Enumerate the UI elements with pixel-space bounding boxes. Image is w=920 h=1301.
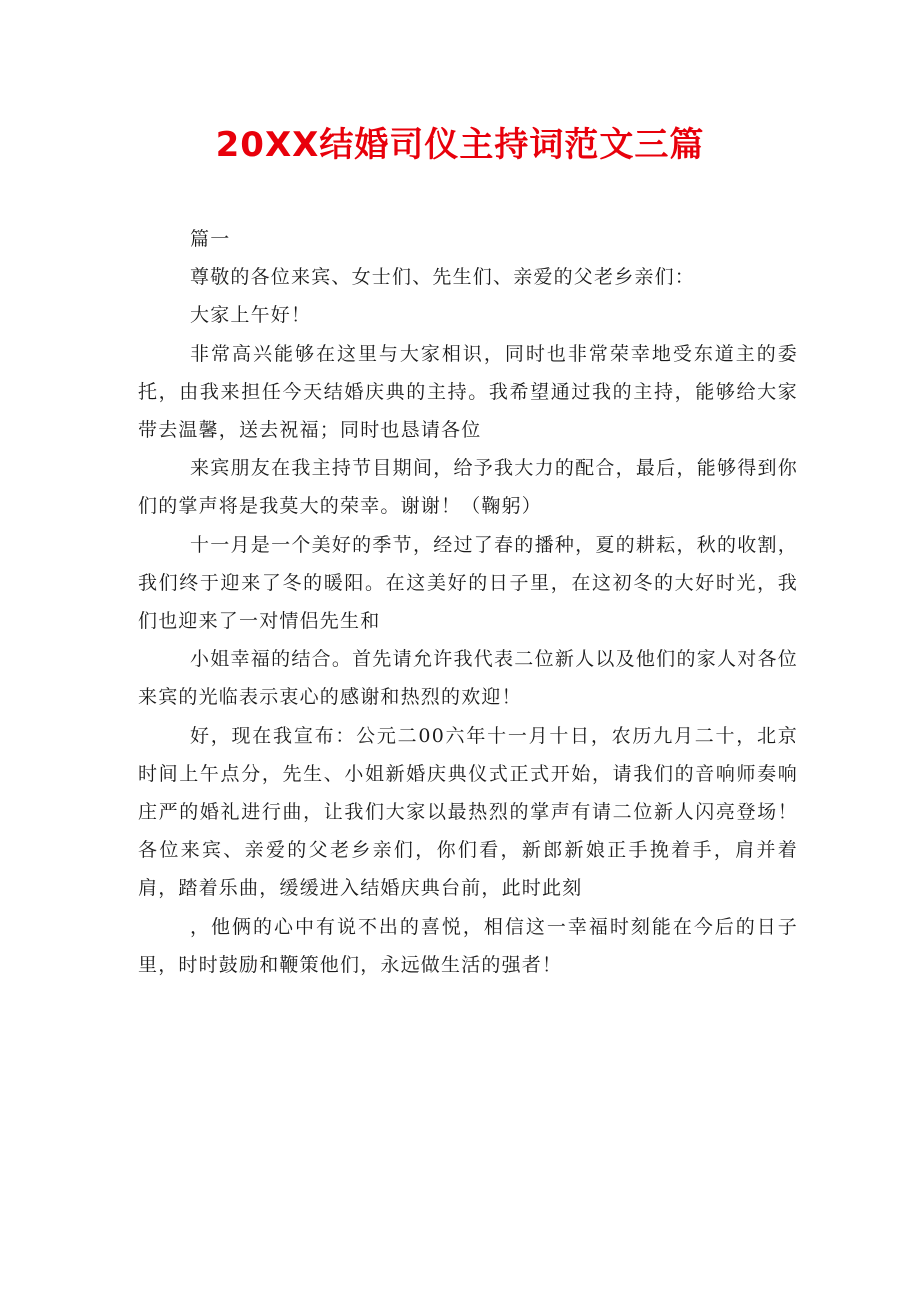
document-title: 20XX结婚司仪主持词范文三篇: [215, 125, 705, 165]
paragraph-season: 十一月是一个美好的季节，经过了春的播种，夏的耕耘，秋的收割，我们终于迎来了冬的暖阳。在这美好的日子里，在这初冬的大好时光，我们也迎来了一对情侣先生和: [138, 533, 798, 633]
paragraph-greeting-audience: 尊敬的各位来宾、女士们、先生们、亲爱的父老乡亲们：: [190, 266, 696, 289]
paragraph-good-morning: 大家上午好！: [190, 304, 312, 327]
section-heading: 篇一: [190, 228, 231, 250]
paragraph-thanks: 来宾朋友在我主持节目期间，给予我大力的配合，最后，能够得到你们的掌声将是我莫大的荣幸。谢谢！（鞠躬）: [138, 457, 798, 518]
paragraph-announcement: 好，现在我宣布：公元二00六年十一月十日，农历九月二十，北京时间上午点分，先生、小姐新婚庆典仪式正式开始，请我们的音响师奏响庄严的婚礼进行曲，让我们大家以最热烈的掌声有请二位新人闪亮登场！各位来宾、亲爱的父老乡亲们，你们看，新郎新娘正手挽着手，肩并着肩，踏着乐曲，缓缓进入结婚庆典台前，此时此刻: [138, 724, 798, 900]
paragraph-introduction: 非常高兴能够在这里与大家相识，同时也非常荣幸地受东道主的委托，由我来担任今天结婚庆典的主持。我希望通过我的主持，能够给大家带去温馨，送去祝福；同时也恳请各位: [138, 342, 798, 442]
paragraph-blessing: ，他俩的心中有说不出的喜悦，相信这一幸福时刻能在今后的日子里，时时鼓励和鞭策他们，永远做生活的强者！: [138, 915, 798, 976]
document-body: [138, 220, 798, 984]
paragraph-welcome: 小姐幸福的结合。首先请允许我代表二位新人以及他们的家人对各位来宾的光临表示衷心的感谢和热烈的欢迎！: [138, 648, 798, 709]
